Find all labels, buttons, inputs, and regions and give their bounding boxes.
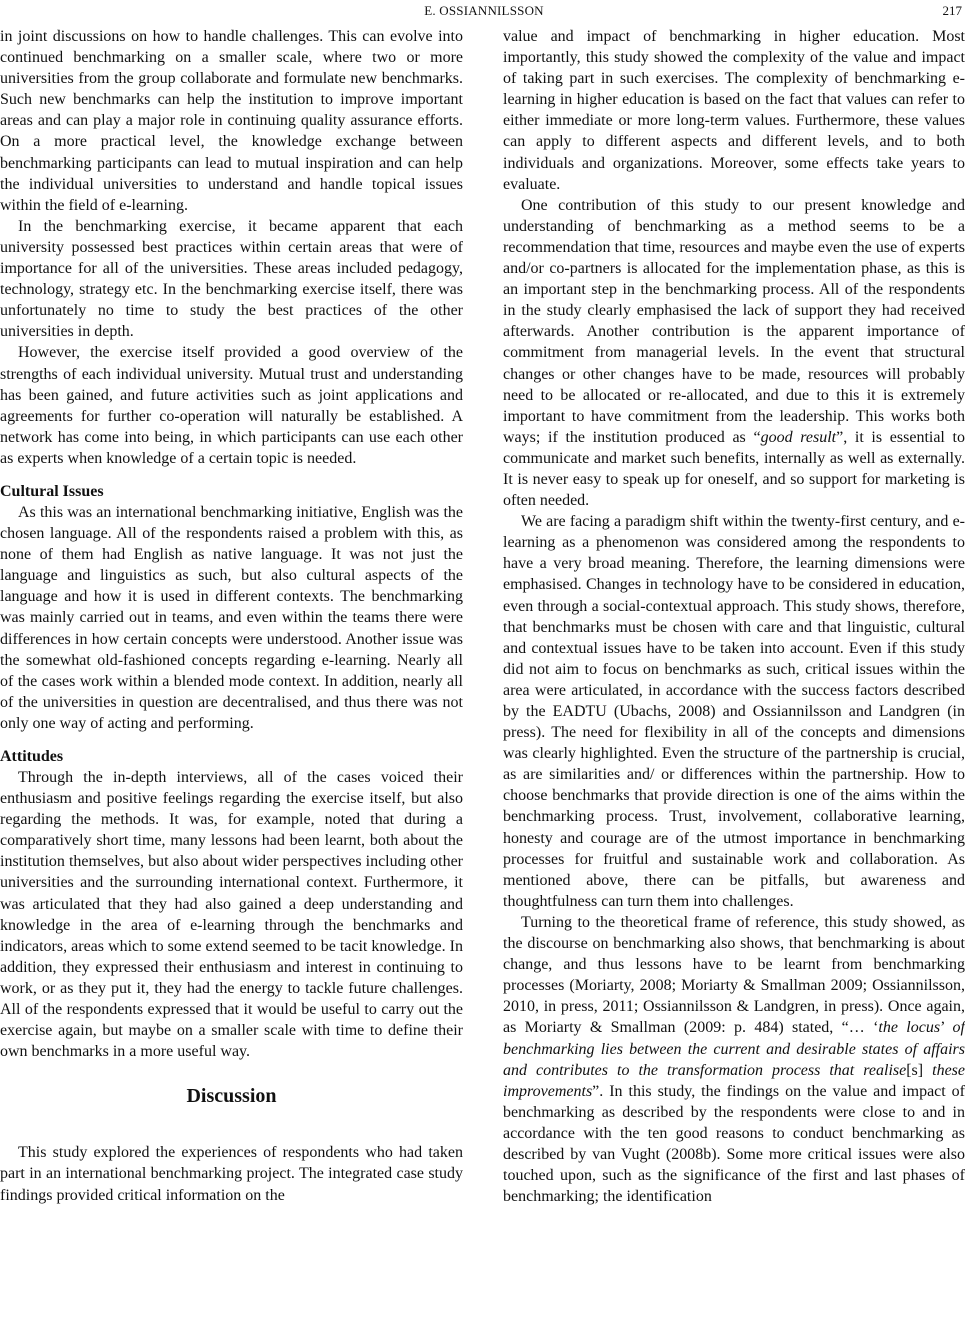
running-header-author: E. OSSIANNILSSON [424, 3, 544, 18]
page-number: 217 [942, 3, 962, 18]
paragraph: in joint discussions on how to handle challenges. This can evolve into continued benchmarking on a smaller scale, where two or more universities from the group collaborate and formulate new benchmarks. Such new benchmarks can help the institution to improve important areas and can play a major role in continuing quality assurance efforts. On a more practical level, the knowledge exchange between benchmarking participants can lead to mutual inspiration and can help the individual universities to understand and handle topical issues within the field of e-learning. [0, 28, 463, 214]
paragraph: This study explored the experiences of respondents who had taken part in an international benchmarking project. The integrated case study findings provided critical information on the [0, 1144, 463, 1204]
paragraph: As this was an international benchmarking initiative, English was the chosen language. All of the respondents raised a problem with this, as none of them had English as native language. It was not just the language and linguistics as such, but also cultural aspects of the language and how it is used in different contexts. The benchmarking was mainly carried out in teams, and even within the teams there were differences in how certain concepts were understood. Another issue was the somewhat old-fashioned concepts regarding e-learning. Nearly all of the cases work within a blended mode context. In addition, nearly all of the universities in question are decentralised, and thus there was not only one way of acting and performing. [0, 503, 463, 732]
emphasis: the locus [878, 1019, 941, 1037]
right-column [503, 26, 965, 1325]
left-column [0, 26, 463, 1325]
paragraph: We are facing a paradigm shift within the twenty-first century, and e-learning as a phenomenon was considered among the respondents to have a very broad meaning. Therefore, the learning dimensions were emphasised. Changes in technology have to be considered in education, even through a social-contextual approach. This study shows, therefore, that benchmarks must be chosen with care and that linguistic, cultural and contextual issues have to be taken into account. Even if this study did not aim to focus on benchmarks as such, critical issues within the area were articulated, in accordance with the success factors described by the EADTU (Ubachs, 2008) and Ossiannilsson and Landgren (in press). The need for flexibility in all of the concepts and dimensions was clearly highlighted. Even the structure of the partnership is crucial, as are similarities and/ or differences within the partnership. How to choose benchmarks that provide direction is one of the aims within the benchmarking process. Trust, involvement, collaborative learning, honesty and courage are of the utmost importance in benchmarking processes for fruitful and sustainable work and collaboration. As mentioned above, there can be pitfalls, but awareness and thoughtfulness can turn them into challenges. [503, 513, 965, 910]
text-run: [s] [906, 1061, 933, 1079]
emphasis: good result [760, 428, 837, 446]
text-run: Turning to the theoretical frame of reference, this study showed, as the discourse on benchmarking also shows, that benchmarking is about change, and thus lessons have to be learnt from benchmarking processes (Moriarty, 2008; Moriarty & Smallman 2009; Ossiannilsson, 2010, in press, 2011; Ossiannilsson & Landgren, in press). Once again, as Moriarty & Smallman (2009: p. 484) stated, “… ‘ [503, 913, 965, 1037]
emphasis: these improvements [503, 1061, 965, 1100]
section-heading-cultural-issues: Cultural Issues [0, 482, 104, 500]
paragraph: In the benchmarking exercise, it became apparent that each university possessed best practices within certain areas that were of importance for all of the universities. These areas included pedagogy, technology, strategy etc. In the benchmarking exercise itself, there was unfortunately no time to study the best practices of the other universities in depth. [0, 217, 463, 341]
paragraph: However, the exercise itself provided a good overview of the strengths of each individual university. Mutual trust and understanding has been gained, and future activities such as joint applications and agreements for further co-operation will naturally be established. A network has come into being, in which participants can use each other as experts when knowledge of a certain topic is needed. [0, 344, 463, 467]
text-run: ’ [940, 1019, 953, 1037]
paragraph [503, 195, 965, 511]
running-header [0, 0, 968, 24]
section-heading-discussion: Discussion [186, 1085, 277, 1108]
paragraph: value and impact of benchmarking in higher education. Most importantly, this study showed the complexity of the value and impact of taking part in such exercises. The complexity of benchmarking e-learning in higher education is based on the fact that values can refer to either immediate or more long-term values. Furthermore, these values can apply to different aspects and different levels, and to both individuals and organizations. Moreover, some effects take years to evaluate. [503, 28, 965, 193]
text-run: ”. In this study, the findings on the value and impact of benchmarking as described by the respondents were close to and in accordance with the ten good reasons to conduct benchmarking as described by van Vught (2008b). Some more critical issues were also touched upon, such as the significance of the first and last phases of benchmarking; the identification [503, 1082, 965, 1206]
text-run: ”, it is essential to communicate and market such benefits, internally as well as externally. It is never easy to speak up for oneself, and so support for marketing is often needed. [503, 428, 965, 510]
paragraph [503, 912, 965, 1207]
emphasis: of benchmarking lies between the current and desirable states of affairs and contributes to the transformation process that realise [503, 1019, 965, 1079]
section-heading-attitudes: Attitudes [0, 748, 64, 765]
paragraph: Through the in-depth interviews, all of the cases voiced their enthusiasm and positive feelings regarding the exercise itself, but also regarding the methods. It was, for example, noted that during a comparatively short time, many lessons had been learnt, both about the institution themselves, but also about wider perspectives including other universities and the surrounding international context. Furthermore, it was articulated that they had also gained a deep understanding and knowledge in the area of e-learning through the benchmarks and indicators, areas which to some extend seemed to be tacit knowledge. In addition, they expressed their enthusiasm and interest in continuing to work, or as they put it, they had the energy to tackle future challenges. All of the respondents expressed that it would be useful to carry out the exercise again, but maybe on a smaller scale with time to define their own benchmarks in a more useful way. [0, 769, 463, 1061]
text-run: One contribution of this study to our present knowledge and understanding of benchmarking as a method seems to be a recommendation that time, resources and maybe even the use of experts and/or co-partners is allocated for the implementation phase, as this is an important step in the benchmarking process. All of the respondents in the study clearly emphasised the lack of support they had received afterwards. Another contribution is the apparent importance of commitment from managerial levels. In the event that structural changes or other changes have to be made, resources will probably need to be allocated or re-allocated, and due to this it is extremely important to have commitment from the leadership. This works both ways; if the institution produced as “ [503, 196, 965, 446]
